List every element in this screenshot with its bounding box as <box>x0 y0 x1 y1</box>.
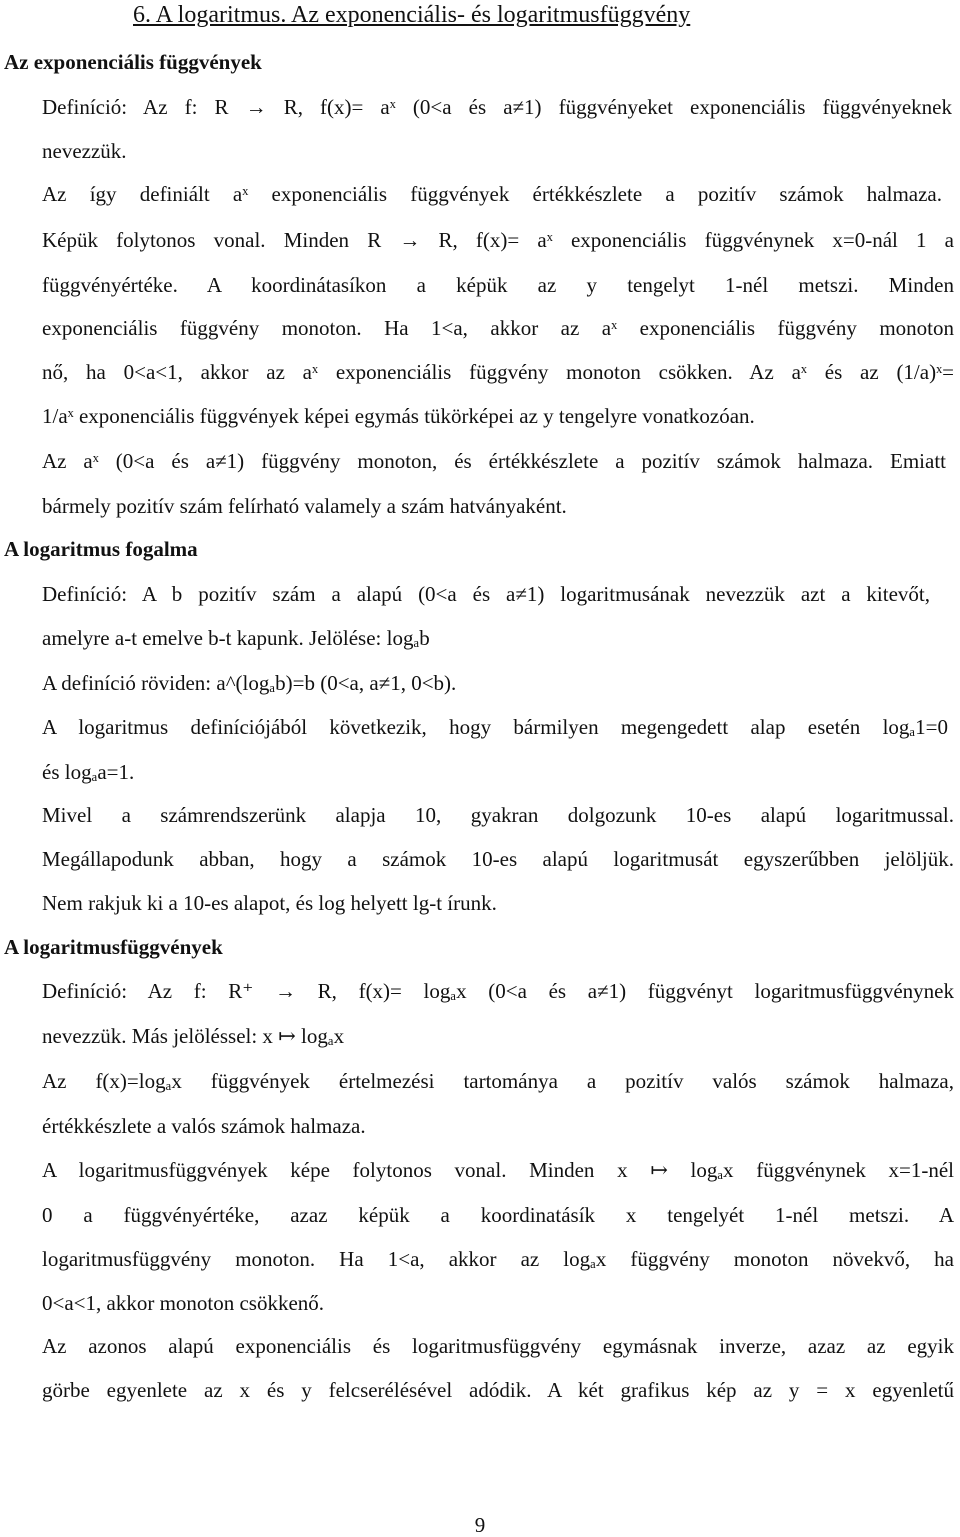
text-line: Mivel a számrendszerünk alapja 10, gyakran dolgozunk 10-es alapú logaritmussal. <box>42 803 954 827</box>
text-line: bármely pozitív szám felírható valamely a szám hatványaként. <box>42 494 567 518</box>
text-line: A logaritmus definíciójából következik, hogy bármilyen megengedett alap esetén logₐ1=0 <box>42 715 948 739</box>
text-line: 1/aˣ exponenciális függvények képei egymás tükörképei az y tengelyre vonatkozóan. <box>42 404 755 428</box>
text-line: és logₐa=1. <box>42 760 135 784</box>
page-title: 6. A logaritmus. Az exponenciális- és logaritmusfüggvény <box>133 2 691 28</box>
section-heading-logarithm: A logaritmus fogalma <box>4 537 198 561</box>
text-line: A definíció röviden: a^(logₐb)=b (0<a, a≠1, 0<b). <box>42 671 457 695</box>
page-number: 9 <box>474 1513 486 1537</box>
text-line: Képük folytonos vonal. Minden R → R, f(x)= aˣ exponenciális függvénynek x=0-nál 1 a <box>42 228 954 252</box>
text-line: Az így definiált aˣ exponenciális függvények értékkészlete a pozitív számok halmaza. <box>42 182 942 206</box>
text-line: nevezzük. <box>42 139 127 163</box>
text-line: görbe egyenlete az x és y felcserélésével adódik. A két grafikus kép az y = x egyenletű <box>42 1378 954 1402</box>
text-line: nevezzük. Más jelöléssel: x ↦ logₐx <box>42 1024 345 1048</box>
section-heading-exponential: Az exponenciális függvények <box>4 50 262 74</box>
text-line: Definíció: Az f: R⁺ → R, f(x)= logₐx (0<a és a≠1) függvényt logaritmusfüggvénynek <box>42 979 954 1003</box>
text-line: exponenciális függvény monoton. Ha 1<a, akkor az aˣ exponenciális függvény monoton <box>42 316 954 340</box>
text-line: A logaritmusfüggvények képe folytonos vonal. Minden x ↦ logₐx függvénynek x=1-nél <box>42 1158 954 1182</box>
text-line: Az f(x)=logₐx függvények értelmezési tartománya a pozitív valós számok halmaza, <box>42 1069 954 1093</box>
text-line: Az aˣ (0<a és a≠1) függvény monoton, és értékkészlete a pozitív számok halmaza. Emiatt <box>42 449 946 473</box>
text-line: 0<a<1, akkor monoton csökkenő. <box>42 1291 325 1315</box>
text-line: nő, ha 0<a<1, akkor az aˣ exponenciális függvény monoton csökken. Az aˣ és az (1/a)ˣ= <box>42 360 954 384</box>
text-line: Definíció: A b pozitív szám a alapú (0<a és a≠1) logaritmusának nevezzük azt a kitevőt, <box>42 582 930 606</box>
text-line: Nem rakjuk ki a 10-es alapot, és log helyett lg-t írunk. <box>42 891 497 915</box>
text-line: Az azonos alapú exponenciális és logaritmusfüggvény egymásnak inverze, azaz az egyik <box>42 1334 954 1358</box>
text-line: Megállapodunk abban, hogy a számok 10-es alapú logaritmusát egyszerűbben jelöljük. <box>42 847 954 871</box>
text-line: logaritmusfüggvény monoton. Ha 1<a, akkor az logₐx függvény monoton növekvő, ha <box>42 1247 954 1271</box>
text-line: Definíció: Az f: R → R, f(x)= aˣ (0<a és a≠1) függvényeket exponenciális függvényeknek <box>42 95 952 119</box>
text-line: értékkészlete a valós számok halmaza. <box>42 1114 366 1138</box>
section-heading-log-functions: A logaritmusfüggvények <box>4 935 223 959</box>
text-line: 0 a függvényértéke, azaz képük a koordinatásík x tengelyét 1-nél metszi. A <box>42 1203 954 1227</box>
text-line: függvényértéke. A koordinátasíkon a képük az y tengelyt 1-nél metszi. Minden <box>42 273 954 297</box>
text-line: amelyre a-t emelve b-t kapunk. Jelölése: logₐb <box>42 626 430 650</box>
